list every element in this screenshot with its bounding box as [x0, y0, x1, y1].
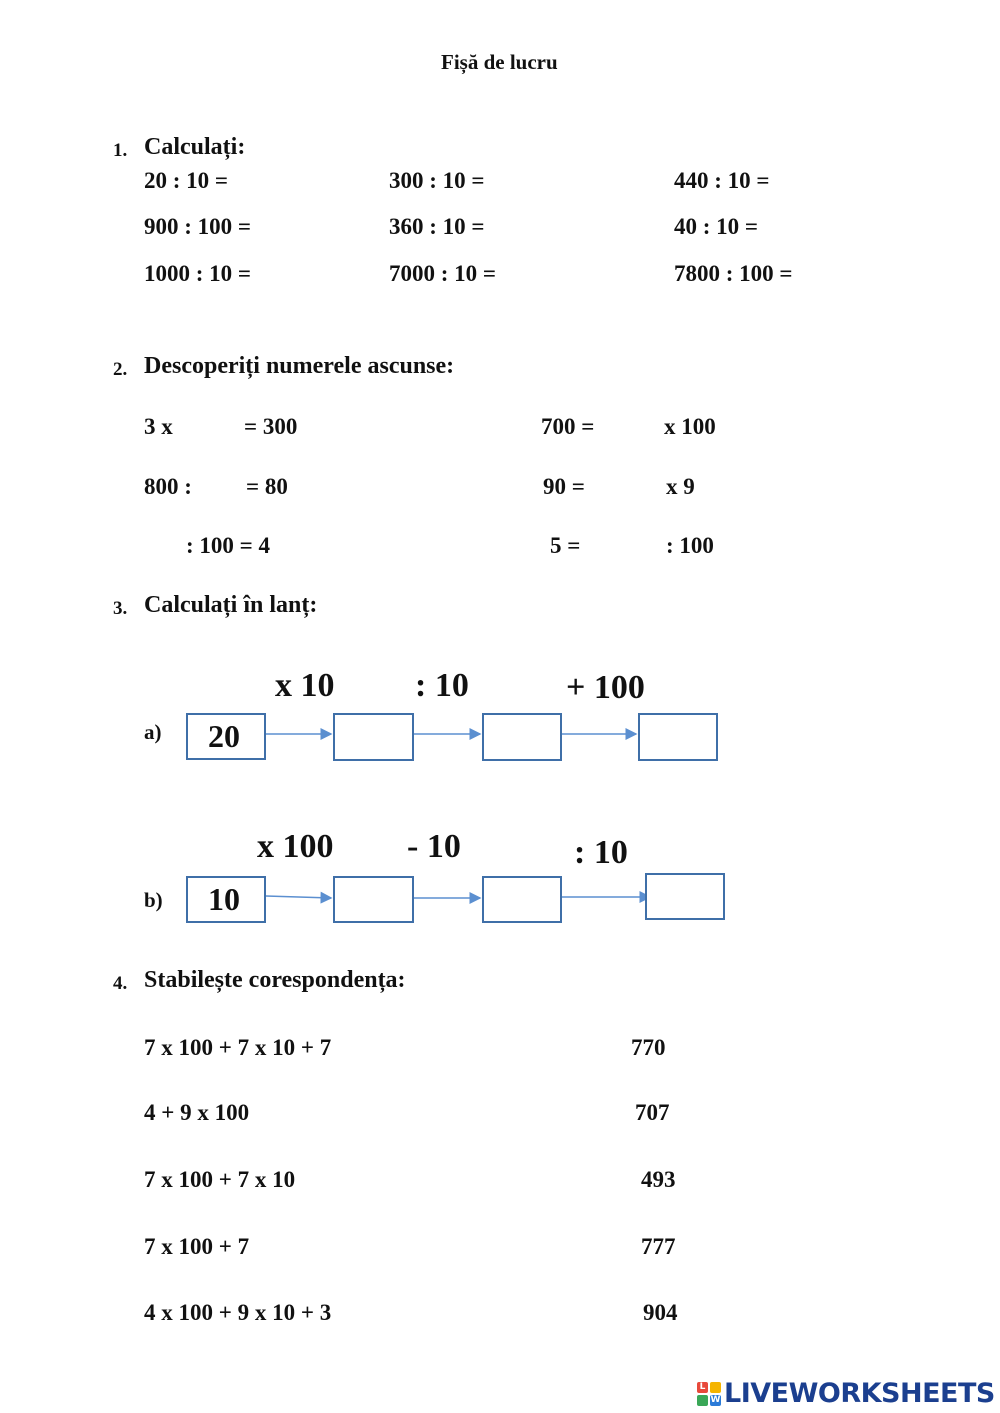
ex1-cell: 1000 : 10 =: [144, 261, 252, 286]
ex1-cell: 900 : 100 =: [144, 214, 252, 239]
chain-b-op-1: x 100: [257, 828, 334, 865]
logo-text: LIVEWORKSHEETS: [724, 1378, 995, 1409]
ex3-heading: Calculați în lanț:: [144, 592, 318, 618]
chain-b-start-box: 10: [186, 876, 266, 923]
ex2-right-b: x 100: [664, 414, 716, 439]
ex2-right-b: x 9: [666, 474, 695, 499]
chain-a-op-1: x 10: [275, 667, 335, 704]
logo-tiles-icon: [697, 1382, 721, 1406]
ex1-heading: Calculați:: [144, 134, 246, 160]
ex1-cell: 300 : 10 =: [389, 168, 485, 193]
ex2-left-a: 800 :: [144, 474, 192, 499]
ex3-number: 3.: [113, 598, 128, 619]
ex1-cell: 440 : 10 =: [674, 168, 770, 193]
chain-a-answer-box[interactable]: [638, 713, 718, 761]
ex1-cell: 360 : 10 =: [389, 214, 485, 239]
chain-b-answer-box[interactable]: [482, 876, 562, 923]
ex4-expression: 7 x 100 + 7 x 10: [144, 1167, 296, 1192]
ex2-number: 2.: [113, 359, 128, 380]
ex4-expression: 7 x 100 + 7: [144, 1234, 250, 1259]
chain-b-answer-box[interactable]: [645, 873, 725, 920]
chain-a-answer-box[interactable]: [482, 713, 562, 761]
chain-a-answer-box[interactable]: [333, 713, 414, 761]
ex4-number: 4.: [113, 973, 128, 994]
ex4-value[interactable]: 904: [643, 1300, 678, 1325]
ex4-expression: 4 x 100 + 9 x 10 + 3: [144, 1300, 332, 1325]
chain-a-op-2: : 10: [415, 667, 469, 704]
ex2-left-b: = 300: [244, 414, 298, 439]
chain-b-label: b): [144, 888, 163, 912]
logo-tile: [710, 1382, 721, 1393]
ex4-heading: Stabilește corespondența:: [144, 967, 406, 993]
ex2-right-a: 5 =: [550, 533, 581, 558]
ex4-expression: 4 + 9 x 100: [144, 1100, 250, 1125]
chain-b-op-3: : 10: [574, 834, 628, 871]
chain-a-op-3: + 100: [566, 669, 645, 706]
chain-a-start-box: 20: [186, 713, 266, 760]
logo-tile: W: [710, 1395, 721, 1405]
ex1-cell: 20 : 10 =: [144, 168, 229, 193]
ex1-cell: 7800 : 100 =: [674, 261, 793, 286]
page-title: Fișă de lucru: [441, 50, 558, 74]
ex2-left-a: 3 x: [144, 414, 173, 439]
ex4-value[interactable]: 707: [635, 1100, 670, 1125]
logo-tile: L: [697, 1382, 708, 1393]
chain-b-op-2: - 10: [407, 828, 461, 865]
ex1-cell: 7000 : 10 =: [389, 261, 497, 286]
ex2-left-a: : 100 = 4: [186, 533, 271, 558]
ex1-cell: 40 : 10 =: [674, 214, 759, 239]
ex2-left-b: = 80: [246, 474, 288, 499]
ex4-value[interactable]: 777: [641, 1234, 676, 1259]
ex1-number: 1.: [113, 140, 128, 161]
liveworksheets-logo: [697, 1378, 995, 1409]
arrow-line: [266, 896, 331, 898]
chain-a-label: a): [144, 720, 162, 744]
ex2-heading: Descoperiți numerele ascunse:: [144, 353, 455, 379]
logo-tile: [697, 1395, 708, 1406]
ex2-right-a: 90 =: [543, 474, 585, 499]
ex4-expression: 7 x 100 + 7 x 10 + 7: [144, 1035, 332, 1060]
ex4-value[interactable]: 770: [631, 1035, 666, 1060]
ex2-right-b: : 100: [666, 533, 714, 558]
ex4-value[interactable]: 493: [641, 1167, 676, 1192]
ex2-right-a: 700 =: [541, 414, 595, 439]
chain-b-answer-box[interactable]: [333, 876, 414, 923]
